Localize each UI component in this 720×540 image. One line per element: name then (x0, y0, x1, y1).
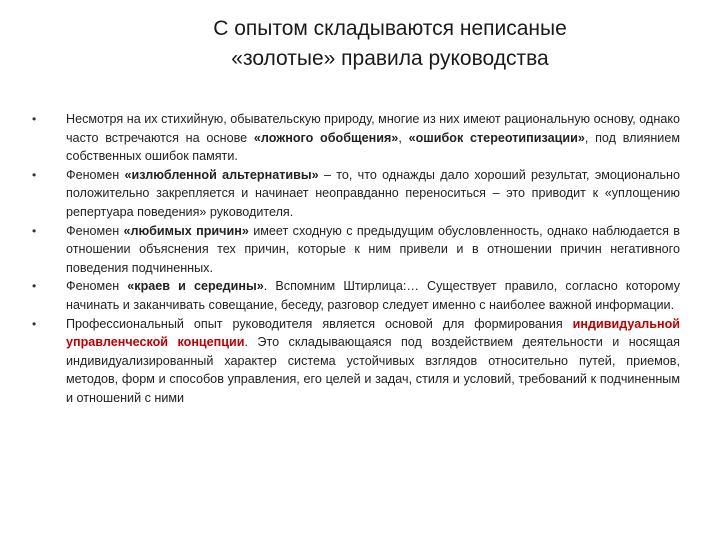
text-segment: . Это складывающаяся под воздействием деятельности и носящая индивидуализированный характер система устойчивых взглядов относительно путей, приемов, методов, форм и способов управления, его целей и задач, стиля и условий, требований к подчиненным и отношений с ними (66, 335, 680, 405)
bullet-list (30, 110, 680, 408)
text-segment: . Вспомним Штирлица:… Существует правило, согласно которому начинать и заканчивать совещание, беседу, разговор следует именно с наиболее важной информации. (66, 279, 680, 312)
bold-term: «любимых причин» (123, 223, 249, 238)
slide-title-line-2: «золотые» правила руководства (231, 47, 549, 70)
text-segment: , под влиянием собственных ошибок памяти. (66, 130, 680, 164)
text-segment: Профессиональный опыт руководителя является основой для формирования (66, 316, 573, 331)
bold-term: «ошибок стереотипизации» (408, 130, 585, 145)
bold-term: «излюбленной альтернативы» (124, 167, 319, 182)
bullet-item (30, 166, 680, 222)
slide-title (120, 14, 660, 74)
bold-term: «ложного обобщения» (253, 130, 399, 145)
text-segment: Феномен (66, 279, 128, 294)
bullet-text (66, 112, 680, 163)
bullet-item (30, 277, 680, 314)
text-segment: – то, что однажды дало хороший результат, эмоционально положительно закрепляется и начинает неоправданно переноситься – это приводит к «уплощению репертуара поведения» руководителя. (66, 167, 681, 219)
text-segment: имеет сходную с предыдущим обусловленность, однако наблюдается в отношении объяснения тех причин, которые к ним привели и в отношении причин негативного поведения подчиненных. (66, 223, 680, 275)
bullet-text (66, 279, 680, 312)
bullet-item (30, 222, 680, 278)
bullet-item (30, 315, 680, 408)
bullet-dot-icon: • (32, 223, 37, 238)
highlighted-term: индивидуальной управленческой концепции (66, 316, 680, 350)
bullet-dot-icon: • (32, 316, 37, 331)
text-segment: , (398, 130, 409, 145)
text-segment: Феномен (66, 167, 125, 182)
bold-term: «краев и середины» (127, 279, 264, 294)
bullet-dot-icon: • (32, 167, 37, 182)
bullet-text (66, 224, 680, 275)
bullet-dot-icon: • (32, 279, 37, 294)
slide-title-line-1: С опытом складываются неписаные (213, 17, 567, 40)
text-segment: Феномен (66, 223, 124, 238)
bullet-item (30, 110, 680, 166)
bullet-text (66, 317, 680, 405)
text-segment: Несмотря на их стихийную, обывательскую природу, многие из них имеют рациональную основу, однако часто встречаются на основе (66, 112, 680, 145)
bullet-dot-icon: • (32, 112, 37, 126)
bullet-text (66, 168, 680, 219)
